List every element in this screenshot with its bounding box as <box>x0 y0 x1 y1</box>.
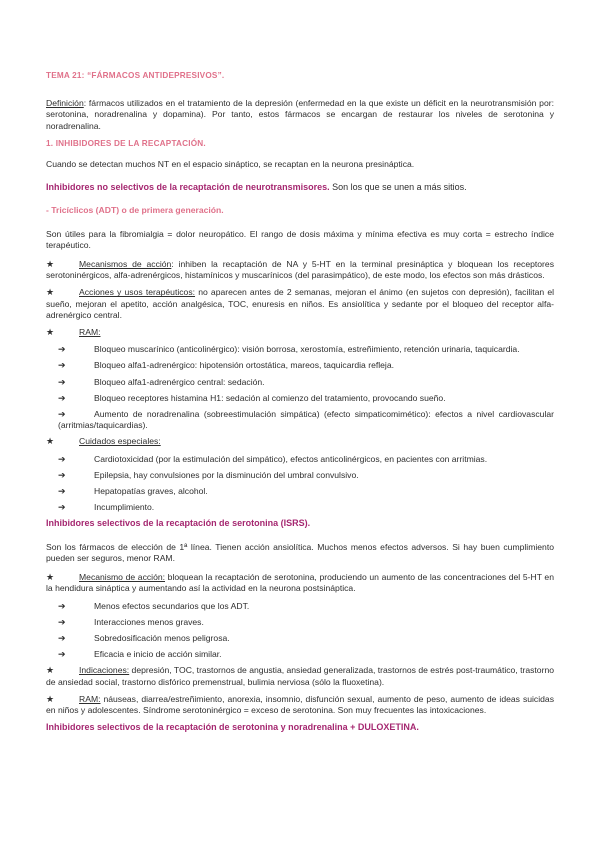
arrow-bullet-icon: ➔ <box>58 502 66 513</box>
arrow-bullet-icon: ➔ <box>58 392 66 403</box>
ram-item-text: Bloqueo muscarínico (anticolinérgico): visión borrosa, xerostomía, estreñimiento, retención urinaria, taquicardia. <box>94 344 520 355</box>
care-list-item <box>46 470 554 481</box>
tricyclic-intro: Son útiles para la fibromialgia = dolor neuropático. El rango de dosis máxima y mínima efectiva es muy corta = estrecho índice terapéutico. <box>46 228 554 250</box>
star-bullet-icon: ★ <box>46 665 55 676</box>
isrs-heading <box>46 518 554 529</box>
isrs-indications-text: depresión, TOC, trastornos de angustia, ansiedad generalizada, trastornos de estrés post-traumático, trastorno de ansiedad social, trastorno disfórico premenstrual, bulimia nerviosa (sólo la fluoxetina). <box>46 665 554 687</box>
tricyclic-subheading: - Tricíclicos (ADT) o de primera generación. <box>46 205 224 216</box>
ram-list-item <box>46 393 554 404</box>
ram-list-item <box>46 360 554 371</box>
arrow-bullet-icon: ➔ <box>58 616 66 627</box>
definition-text: : fármacos utilizados en el tratamiento de la depresión (enfermedad en la que existe un déficit en la neurotransmisión por: serotonina, noradrenalina y dopamina). Por tanto, estos fármacos se encargan de restaurar los niveles de serotonina y noradrenalina. <box>46 98 554 131</box>
arrow-bullet-icon: ➔ <box>58 360 66 371</box>
care-list-item <box>46 486 554 497</box>
section-1-title: 1. INHIBIDORES DE LA RECAPTACIÓN. <box>46 138 206 148</box>
tricyclic-uses-text: no aparecen antes de 2 semanas, mejoran el ánimo (en sujetos con depresión), facilitan el sueño, mejoran el apetito, acción analgésica, TOC, enuresis en niños. Es ansiolítica y sedante por el bloqueo del receptor alfa-adrenérgico central. <box>46 287 555 320</box>
care-list-item <box>46 454 554 465</box>
care-item-text: Incumplimiento. <box>94 502 155 513</box>
ram-list-item <box>46 344 554 355</box>
isrs-mechanism-label: Mecanismo de acción: <box>79 572 166 583</box>
star-bullet-icon: ★ <box>46 327 55 338</box>
care-item-text: Cardiotoxicidad (por la estimulación del simpático), efectos anticolinérgicos, en pacientes con arritmias. <box>94 453 488 464</box>
isrs-mechanism-text: bloquean la recaptación de serotonina, produciendo un aumento de las concentraciones del 5-HT en la hendidura sináptica y aumentando así la actividad en la neurona postsináptica. <box>46 572 554 594</box>
arrow-bullet-icon: ➔ <box>58 409 66 420</box>
star-bullet-icon: ★ <box>46 693 55 704</box>
nonselective-heading <box>46 182 554 193</box>
ram-item-text: Bloqueo receptores histamina H1: sedación al comienzo del tratamiento, provocando sueño. <box>94 392 446 403</box>
nonselective-heading-note: Son los que se unen a más sitios. <box>329 182 467 193</box>
definition-label: Definición <box>46 98 84 109</box>
nonselective-heading-text: Inhibidores no selectivos de la recaptación de neurotransmisores. <box>46 182 330 193</box>
isrs-mechanism-list-item <box>46 601 554 612</box>
isrs-ram-item <box>46 694 554 716</box>
isrsn-heading-text: Inhibidores selectivos de la recaptación de serotonina y noradrenalina + DULOXETINA. <box>46 722 419 733</box>
isrs-ram-label: RAM: <box>79 693 101 704</box>
isrs-mechanism-item <box>46 572 554 594</box>
isrs-ram-text: náuseas, diarrea/estreñimiento, anorexia, insomnio, disfunción sexual, aumento de peso, aumento de ideas suicidas en niños y adolescentes. Síndrome serotoninérgico = exceso de serotonina. Son muy frecuentes las intoxicaciones. <box>46 693 554 715</box>
tricyclic-uses-item <box>46 287 554 321</box>
isrs-mechanism-list-item <box>46 617 554 628</box>
star-bullet-icon: ★ <box>46 572 55 583</box>
care-item-text: Epilepsia, hay convulsiones por la disminución del umbral convulsivo. <box>94 469 359 480</box>
isrsn-heading <box>46 722 554 733</box>
care-list-item <box>46 502 554 513</box>
arrow-bullet-icon: ➔ <box>58 453 66 464</box>
arrow-bullet-icon: ➔ <box>58 649 66 660</box>
arrow-bullet-icon: ➔ <box>58 600 66 611</box>
isrs-intro: Son los fármacos de elección de 1ª línea. Tienen acción ansiolítica. Muchos menos efectos adversos. Si hay buen cumplimiento pueden ser seguros, menor RAM. <box>46 541 554 563</box>
tricyclic-ram-label: RAM: <box>79 327 101 338</box>
arrow-bullet-icon: ➔ <box>58 469 66 480</box>
isrs-indications-item <box>46 665 554 687</box>
ram-item-text: Bloqueo alfa1-adrenérgico: hipotensión ortostática, mareos, taquicardia refleja. <box>94 360 395 371</box>
isrs-mechanism-list-item <box>46 649 554 660</box>
tricyclic-care-item <box>46 436 554 447</box>
section-1-intro: Cuando se detectan muchos NT en el espacio sináptico, se recaptan en la neurona presináptica. <box>46 159 415 170</box>
isrs-heading-text: Inhibidores selectivos de la recaptación de serotonina (ISRS). <box>46 518 311 529</box>
isrs-item-text: Menos efectos secundarios que los ADT. <box>94 600 250 611</box>
star-bullet-icon: ★ <box>46 436 55 447</box>
star-bullet-icon: ★ <box>46 259 55 270</box>
tricyclic-mechanism-label: Mecanismos de acción <box>79 259 172 270</box>
isrs-item-text: Sobredosificación menos peligrosa. <box>94 632 230 643</box>
arrow-bullet-icon: ➔ <box>58 632 66 643</box>
ram-list-item <box>46 377 554 388</box>
arrow-bullet-icon: ➔ <box>58 376 66 387</box>
tricyclic-mechanism-item <box>46 259 554 281</box>
ram-item-text: Aumento de noradrenalina (sobreestimulación simpática) (efecto simpaticomimético): efectos a nivel cardiovascular (arritmias/taquicardias). <box>58 409 554 431</box>
arrow-bullet-icon: ➔ <box>58 344 66 355</box>
tricyclic-uses-label: Acciones y usos terapéuticos: <box>79 287 196 298</box>
document-title: TEMA 21: “FÁRMACOS ANTIDEPRESIVOS”. <box>46 71 225 80</box>
star-bullet-icon: ★ <box>46 287 55 298</box>
definition-paragraph <box>46 98 554 132</box>
isrs-item-text: Eficacia e inicio de acción similar. <box>94 649 222 660</box>
isrs-item-text: Interacciones menos graves. <box>94 616 204 627</box>
tricyclic-mechanism-text: : inhiben la recaptación de NA y 5-HT en la terminal presináptica y bloquean los receptores serotoninérgicos, alfa-adrenérgicos, histamínicos y muscarínicos (del parasimpático), de este modo, los efectos son más drásticos. <box>46 259 554 281</box>
isrs-mechanism-list-item <box>46 633 554 644</box>
tricyclic-care-label: Cuidados especiales: <box>79 436 161 447</box>
arrow-bullet-icon: ➔ <box>58 486 66 497</box>
care-item-text: Hepatopatías graves, alcohol. <box>94 486 208 497</box>
ram-list-item <box>46 409 554 431</box>
tricyclic-ram-item <box>46 327 554 338</box>
isrs-indications-label: Indicaciones: <box>79 665 130 676</box>
ram-item-text: Bloqueo alfa1-adrenérgico central: sedación. <box>94 376 265 387</box>
